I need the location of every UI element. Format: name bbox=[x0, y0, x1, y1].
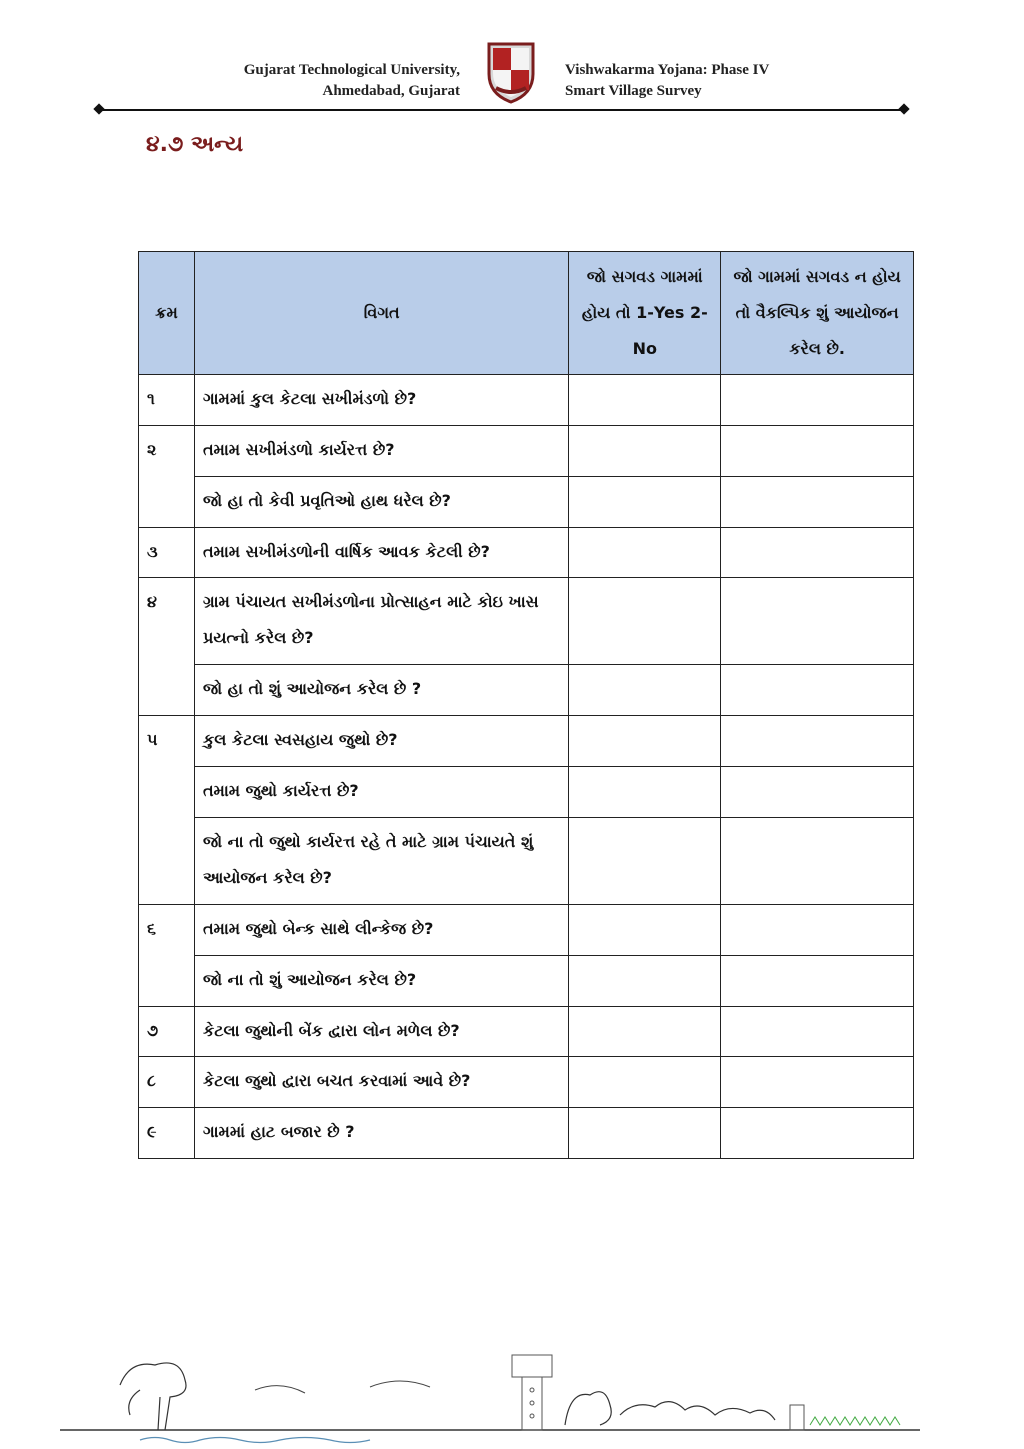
table-row bbox=[139, 477, 914, 528]
row-question: જો હા તો શું આયોજન કરેલ છે ? bbox=[194, 665, 568, 716]
divider-left-diamond bbox=[93, 103, 104, 114]
answer-yes-no-cell[interactable] bbox=[569, 426, 721, 477]
alternative-plan-cell[interactable] bbox=[721, 477, 914, 528]
table-row bbox=[139, 716, 914, 767]
row-question: તમામ સખીમંડળો કાર્યરત્ત છે? bbox=[194, 426, 568, 477]
header-university bbox=[150, 60, 460, 102]
section-title: ૪.૭ અન્ય bbox=[146, 132, 244, 157]
village-footer-illustration bbox=[60, 1345, 930, 1445]
header-facility-available: જો સગવડ ગામમાં હોય તો 1-Yes 2-No bbox=[569, 252, 721, 375]
answer-yes-no-cell[interactable] bbox=[569, 375, 721, 426]
answer-yes-no-cell[interactable] bbox=[569, 578, 721, 665]
row-question: ગામમાં કુલ કેટલા સખીમંડળો છે? bbox=[194, 375, 568, 426]
alternative-plan-cell[interactable] bbox=[721, 767, 914, 818]
answer-yes-no-cell[interactable] bbox=[569, 1057, 721, 1108]
table-row bbox=[139, 665, 914, 716]
answer-yes-no-cell[interactable] bbox=[569, 477, 721, 528]
answer-yes-no-cell[interactable] bbox=[569, 528, 721, 578]
alternative-plan-cell[interactable] bbox=[721, 1007, 914, 1057]
row-number: ૫ bbox=[139, 716, 195, 905]
table-row bbox=[139, 375, 914, 426]
alternative-plan-cell[interactable] bbox=[721, 716, 914, 767]
table-row bbox=[139, 818, 914, 905]
answer-yes-no-cell[interactable] bbox=[569, 1108, 721, 1159]
alternative-plan-cell[interactable] bbox=[721, 1057, 914, 1108]
answer-yes-no-cell[interactable] bbox=[569, 818, 721, 905]
alternative-plan-cell[interactable] bbox=[721, 1108, 914, 1159]
header-university-name: Gujarat Technological University, bbox=[243, 62, 460, 78]
row-question: કુલ કેટલા સ્વસહાય જુથો છે? bbox=[194, 716, 568, 767]
header-survey-name: Smart Village Survey bbox=[565, 83, 702, 99]
table-row bbox=[139, 578, 914, 665]
header-project-name: Vishwakarma Yojana: Phase IV bbox=[565, 62, 770, 78]
row-question: તમામ સખીમંડળોની વાર્ષિક આવક કેટલી છે? bbox=[194, 528, 568, 578]
row-number: ૮ bbox=[139, 1057, 195, 1108]
row-number: ૧ bbox=[139, 375, 195, 426]
row-question: ગામમાં હાટ બજાર છે ? bbox=[194, 1108, 568, 1159]
header-details: વિગત bbox=[194, 252, 568, 375]
survey-table bbox=[138, 251, 914, 1159]
alternative-plan-cell[interactable] bbox=[721, 375, 914, 426]
row-number: ૪ bbox=[139, 578, 195, 716]
answer-yes-no-cell[interactable] bbox=[569, 905, 721, 956]
header-university-location: Ahmedabad, Gujarat bbox=[322, 83, 460, 99]
header-divider bbox=[98, 109, 906, 111]
answer-yes-no-cell[interactable] bbox=[569, 716, 721, 767]
alternative-plan-cell[interactable] bbox=[721, 905, 914, 956]
header-serial: ક્રમ bbox=[139, 252, 195, 375]
answer-yes-no-cell[interactable] bbox=[569, 767, 721, 818]
table-row bbox=[139, 767, 914, 818]
row-question: જો ના તો જુથો કાર્યરત્ત રહે તે માટે ગ્રામ પંચાયતે શું આયોજન કરેલ છે? bbox=[194, 818, 568, 905]
divider-right-diamond bbox=[898, 103, 909, 114]
table-row bbox=[139, 956, 914, 1007]
table-row bbox=[139, 528, 914, 578]
row-question: તમામ જુથો બેન્ક સાથે લીન્કેજ છે? bbox=[194, 905, 568, 956]
answer-yes-no-cell[interactable] bbox=[569, 956, 721, 1007]
row-number: ૯ bbox=[139, 1108, 195, 1159]
answer-yes-no-cell[interactable] bbox=[569, 665, 721, 716]
alternative-plan-cell[interactable] bbox=[721, 528, 914, 578]
row-number: ૬ bbox=[139, 905, 195, 1007]
row-question: કેટલા જુથો દ્વારા બચત કરવામાં આવે છે? bbox=[194, 1057, 568, 1108]
table-row bbox=[139, 426, 914, 477]
alternative-plan-cell[interactable] bbox=[721, 818, 914, 905]
header-project bbox=[565, 60, 885, 102]
table-row bbox=[139, 1007, 914, 1057]
university-logo bbox=[484, 40, 538, 104]
answer-yes-no-cell[interactable] bbox=[569, 1007, 721, 1057]
row-number: ૨ bbox=[139, 426, 195, 528]
alternative-plan-cell[interactable] bbox=[721, 956, 914, 1007]
row-question: જો ના તો શું આયોજન કરેલ છે? bbox=[194, 956, 568, 1007]
table-row bbox=[139, 1108, 914, 1159]
table-header-row bbox=[139, 252, 914, 375]
alternative-plan-cell[interactable] bbox=[721, 426, 914, 477]
alternative-plan-cell[interactable] bbox=[721, 665, 914, 716]
row-number: ૭ bbox=[139, 1007, 195, 1057]
alternative-plan-cell[interactable] bbox=[721, 578, 914, 665]
row-question: કેટલા જુથોની બેંક દ્વારા લોન મળેલ છે? bbox=[194, 1007, 568, 1057]
header-alternative-plan: જો ગામમાં સગવડ ન હોય તો વૈકલ્પિક શું આયોજન કરેલ છે. bbox=[721, 252, 914, 375]
table-row bbox=[139, 1057, 914, 1108]
table-row bbox=[139, 905, 914, 956]
row-question: જો હા તો કેવી પ્રવૃતિઓ હાથ ધરેલ છે? bbox=[194, 477, 568, 528]
row-question: ગ્રામ પંચાયત સખીમંડળોના પ્રોત્સાહન માટે કોઇ ખાસ પ્રયત્નો કરેલ છે? bbox=[194, 578, 568, 665]
row-number: ૩ bbox=[139, 528, 195, 578]
row-question: તમામ જુથો કાર્યરત્ત છે? bbox=[194, 767, 568, 818]
